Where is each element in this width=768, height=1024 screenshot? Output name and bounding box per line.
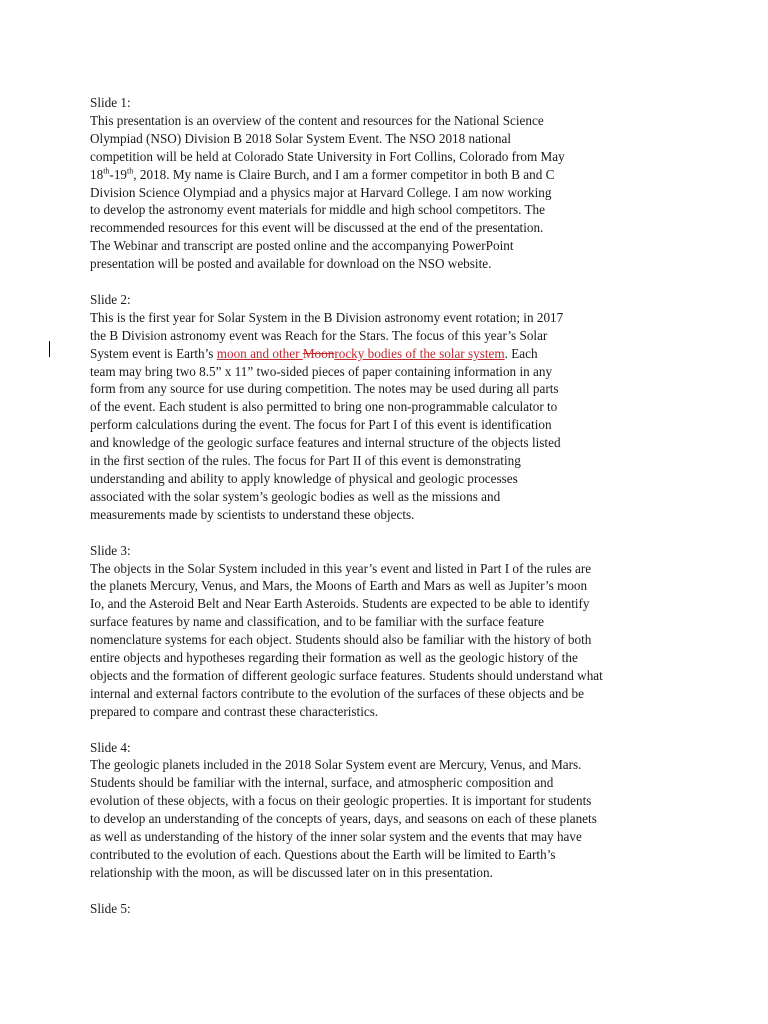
paragraph-line: measurements made by scientists to understand these objects.: [90, 506, 415, 522]
slide-heading: Slide 2:: [90, 291, 131, 307]
paragraph-line: internal and external factors contribute to the evolution of the surfaces of these objects and be: [90, 685, 584, 701]
slide-3-section: [90, 542, 690, 721]
change-bar: [49, 341, 50, 357]
paragraph-line: Olympiad (NSO) Division B 2018 Solar System Event. The NSO 2018 national: [90, 130, 512, 146]
document-page: [90, 94, 690, 936]
tracked-deletion: Moon: [302, 345, 335, 361]
paragraph-line: This is the first year for Solar System in the B Division astronomy event rotation; in 2017: [90, 309, 564, 325]
paragraph-line: This presentation is an overview of the content and resources for the National Science: [90, 112, 544, 128]
paragraph-line: presentation will be posted and available for download on the NSO website.: [90, 256, 492, 272]
paragraph-line: The geologic planets included in the 2018 Solar System event are Mercury, Venus, and Mars.: [90, 757, 582, 773]
paragraph-line: objects and the formation of different geologic surface features. Students should understand what: [90, 667, 603, 683]
paragraph-line: Division Science Olympiad and a physics major at Harvard College. I am now working: [90, 184, 552, 200]
paragraph-line: relationship with the moon, as will be discussed later on in this presentation.: [90, 864, 493, 880]
slide-5-section: [90, 900, 690, 918]
slide-heading: Slide 5:: [90, 900, 131, 916]
paragraph-line: understanding and ability to apply knowledge of physical and geologic processes: [90, 471, 518, 487]
paragraph-line: contributed to the evolution of each. Questions about the Earth will be limited to Earth’s: [90, 847, 556, 863]
paragraph-line: entire objects and hypotheses regarding their formation as well as the geologic history of the: [90, 650, 578, 666]
tracked-insertion: rocky bodies of the solar system: [334, 345, 505, 361]
paragraph-line: the B Division astronomy event was Reach for the Stars. The focus of this year’s Solar: [90, 327, 548, 343]
slide-heading: Slide 3:: [90, 542, 131, 558]
date-text: -19: [109, 166, 128, 182]
paragraph-line: of the event. Each student is also permitted to bring one non-programmable calculator to: [90, 399, 558, 415]
paragraph-line: Students should be familiar with the internal, surface, and atmospheric composition and: [90, 775, 554, 791]
paragraph-line: nomenclature systems for each object. Students should also be familiar with the history of both: [90, 632, 592, 648]
paragraph-line: surface features by name and classification, and to be familiar with the surface feature: [90, 614, 545, 630]
paragraph-line: associated with the solar system’s geologic bodies as well as the missions and: [90, 488, 501, 504]
paragraph-line: [90, 345, 690, 363]
date-text: 18: [90, 166, 104, 182]
superscript: th: [127, 166, 134, 176]
slide-heading: Slide 4:: [90, 739, 131, 755]
paragraph-line: evolution of these objects, with a focus on their geologic properties. It is important for students: [90, 793, 592, 809]
paragraph-line: [90, 166, 690, 184]
tracked-insertion: moon and other: [216, 345, 303, 361]
paragraph-line: Io, and the Asteroid Belt and Near Earth Asteroids. Students are expected to be able to identify: [90, 596, 590, 612]
paragraph-text: . Each: [504, 345, 538, 361]
paragraph-line: perform calculations during the event. The focus for Part I of this event is identification: [90, 417, 552, 433]
paragraph-line: team may bring two 8.5” x 11” two-sided pieces of paper containing information in any: [90, 363, 553, 379]
paragraph-line: in the first section of the rules. The focus for Part II of this event is demonstrating: [90, 453, 521, 469]
paragraph-line: prepared to compare and contrast these characteristics.: [90, 703, 379, 719]
paragraph-line: to develop the astronomy event materials for middle and high school competitors. The: [90, 202, 545, 218]
slide-1-section: [90, 94, 690, 273]
paragraph-line: recommended resources for this event will be discussed at the end of the presentation.: [90, 220, 544, 236]
paragraph-line: and knowledge of the geologic surface features and internal structure of the objects listed: [90, 435, 561, 451]
superscript: th: [103, 166, 110, 176]
paragraph-text: System event is Earth’s: [90, 345, 217, 361]
paragraph-line: as well as understanding of the history of the inner solar system and the events that may have: [90, 829, 582, 845]
paragraph-line: The Webinar and transcript are posted online and the accompanying PowerPoint: [90, 238, 514, 254]
slide-2-section: [90, 291, 690, 524]
slide-4-section: [90, 739, 690, 882]
paragraph-line: the planets Mercury, Venus, and Mars, the Moons of Earth and Mars as well as Jupiter’s moon: [90, 578, 588, 594]
slide-heading: Slide 1:: [90, 95, 131, 110]
paragraph-line: The objects in the Solar System included in this year’s event and listed in Part I of the rules are: [90, 560, 592, 576]
paragraph-line: form from any source for use during competition. The notes may be used during all parts: [90, 381, 559, 397]
paragraph-text: , 2018. My name is Claire Burch, and I am a former competitor in both B and C: [133, 166, 555, 182]
paragraph-line: competition will be held at Colorado State University in Fort Collins, Colorado from May: [90, 148, 565, 164]
paragraph-line: to develop an understanding of the concepts of years, days, and seasons on each of these planets: [90, 811, 597, 827]
